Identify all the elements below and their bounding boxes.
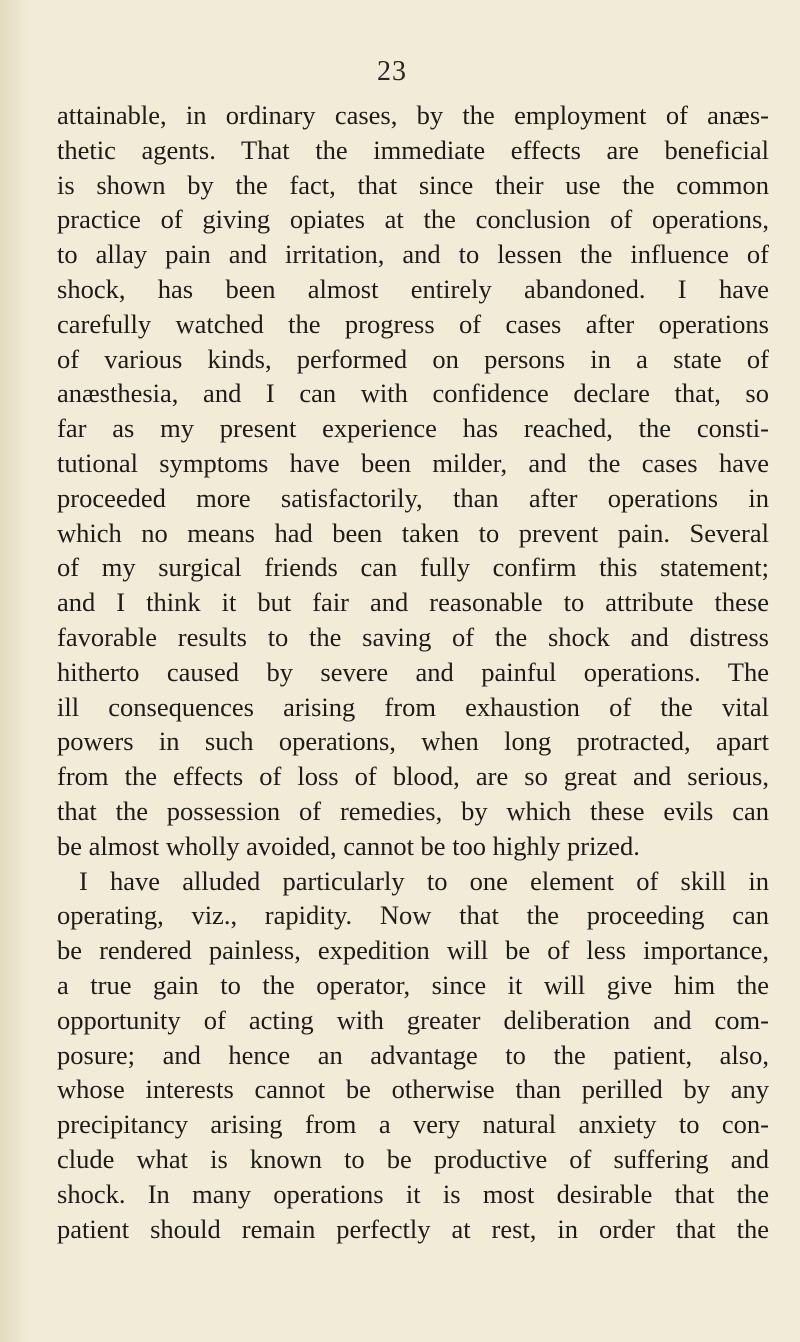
text-line: shock. In many operations it is most desirable that the [57,1178,769,1209]
page-number: 23 [377,56,407,87]
paragraph-first-line: I have alluded particularly to one element of skill in [79,865,769,896]
text-line: proceeded more satisfactorily, than after operations in [57,482,769,513]
text-line: far as my present experience has reached, the consti- [57,413,769,444]
text-line: of my surgical friends can fully confirm this statement; [57,552,769,583]
text-line: attainable, in ordinary cases, by the employment of anæs- [57,100,769,130]
text-line: of various kinds, performed on persons in a state of [57,343,769,374]
text-line: opportunity of acting with greater deliberation and com- [57,1004,769,1035]
text-line: powers in such operations, when long protracted, apart [57,726,769,757]
text-line: hitherto caused by severe and painful operations. The [57,656,769,687]
text-line: that the possession of remedies, by which these evils can [57,795,769,826]
text-line: which no means had been taken to prevent pain. Several [57,517,769,548]
text-line: thetic agents. That the immediate effects are beneficial [57,134,769,165]
text-line: shock, has been almost entirely abandoned. I have [57,273,769,304]
text-line: patient should remain perfectly at rest, in order that the [57,1213,769,1244]
body-text [57,98,769,1246]
text-line: whose interests cannot be otherwise than perilled by any [57,1074,769,1105]
text-line: operating, viz., rapidity. Now that the proceeding can [57,900,769,931]
text-line: ill consequences arising from exhaustion of the vital [57,691,769,722]
text-line: practice of giving opiates at the conclusion of operations, [57,204,769,235]
text-line: and I think it but fair and reasonable to attribute these [57,587,769,618]
text-line: from the effects of loss of blood, are so great and serious, [57,761,769,792]
text-line: be almost wholly avoided, cannot be too highly prized. [57,830,640,861]
text-line: is shown by the fact, that since their use the common [57,169,769,200]
text-line: anæsthesia, and I can with confidence declare that, so [57,378,769,409]
text-line: be rendered painless, expedition will be of less importance, [57,935,769,966]
text-line: precipitancy arising from a very natural anxiety to con- [57,1109,769,1140]
text-line: clude what is known to be productive of suffering and [57,1143,769,1174]
text-line: favorable results to the saving of the shock and distress [57,621,769,652]
text-line: carefully watched the progress of cases after operations [57,308,769,339]
text-line: posure; and hence an advantage to the patient, also, [57,1039,769,1070]
text-line: a true gain to the operator, since it will give him the [57,969,769,1000]
text-line: tutional symptoms have been milder, and the cases have [57,447,769,478]
text-line: to allay pain and irritation, and to lessen the influence of [57,239,769,270]
